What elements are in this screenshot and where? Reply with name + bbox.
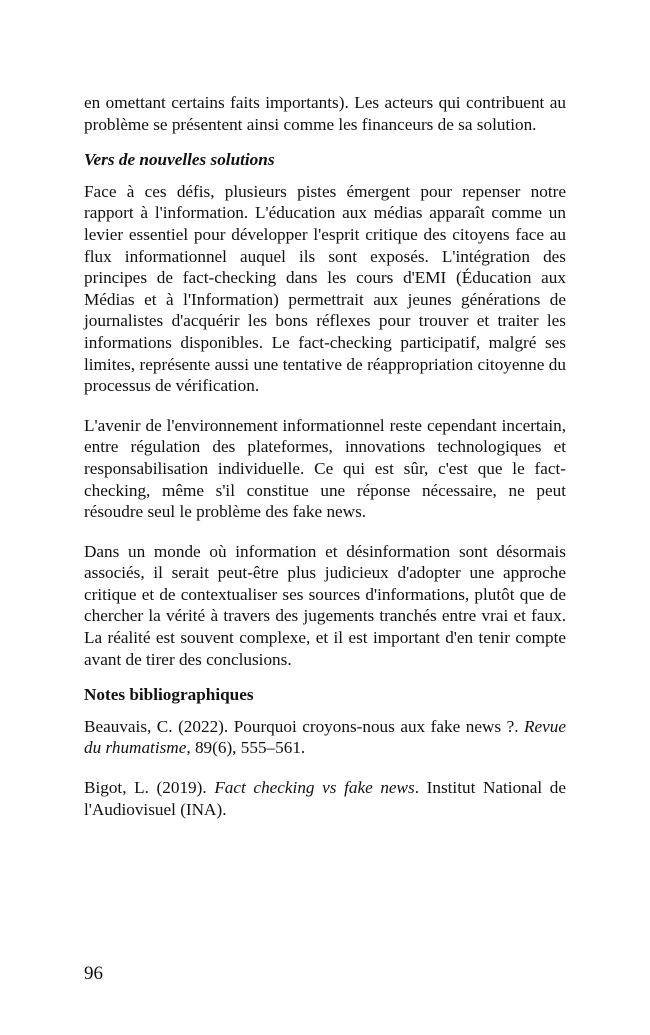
body-paragraph: Face à ces défis, plusieurs pistes émergent pour repenser notre rapport à l'information. L'éducation aux médias apparaît comme un levier essentiel pour développer l'esprit critique des citoyens face au flux informationnel auquel ils sont exposés. L'intégration des principes de fact-checking dans les cours d'EMI (Éducation aux Médias et à l'Information) permettrait aux jeunes générations de journalistes d'acquérir les bons réflexes pour trouver et traiter les informations disponibles. Le fact-checking participatif, malgré ses limites, représente aussi une tentative de réappropriation citoyenne du processus de vérification. [84, 181, 566, 396]
reference-text: Bigot, L. (2019). [84, 778, 215, 798]
page-number: 96 [84, 963, 103, 984]
reference-text: . Institut National de l'Audiovisuel (INA). [84, 778, 567, 819]
notes-heading: Notes bibliographiques [84, 685, 254, 705]
section-heading: Vers de nouvelles solutions [84, 150, 275, 170]
reference-text: Beauvais, C. (2022). Pourquoi croyons-nous aux fake news ?. [84, 716, 525, 736]
reference-entry [84, 777, 566, 820]
body-paragraph: L'avenir de l'environnement informationnel reste cependant incertain, entre régulation des plateformes, innovations technologiques et responsabilisation individuelle. Ce qui est sûr, c'est que le fact-checking, même s'il constitue une réponse nécessaire, ne peut résoudre seul le problème des fake news. [84, 415, 566, 522]
opening-paragraph: en omettant certains faits importants). Les acteurs qui contribuent au problème se présentent ainsi comme les financeurs de sa solution. [84, 93, 566, 134]
reference-entry [84, 716, 566, 759]
reference-text: , 89(6), 555–561. [186, 738, 306, 758]
body-paragraph: Dans un monde où information et désinformation sont désormais associés, il serait peut-être plus judicieux d'adopter une approche critique et de contextualiser ses sources d'informations, plutôt que de chercher la vérité à travers des jugements tranchés entre vrai et faux. La réalité est souvent complexe, et il est important d'en tenir compte avant de tirer des conclusions. [84, 541, 566, 669]
reference-title: Fact checking vs fake news [214, 778, 415, 798]
page-body [84, 92, 566, 838]
reference-journal: Revue du rhumatisme [84, 716, 566, 758]
